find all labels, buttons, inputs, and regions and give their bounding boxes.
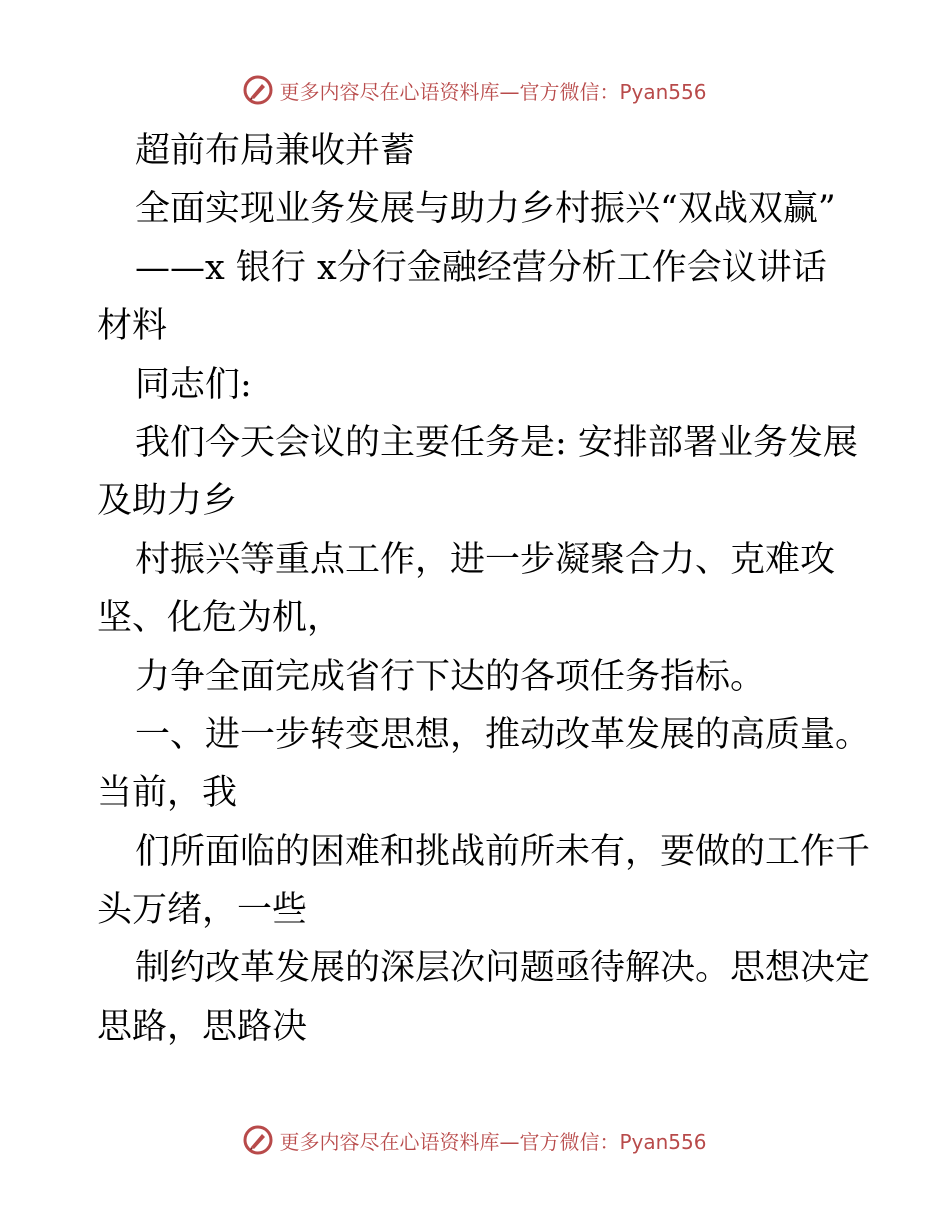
banner-text: 更多内容尽在心语资料库—官方微信：Pyan556 bbox=[279, 1129, 707, 1154]
doc-line: 同志们: bbox=[135, 364, 252, 405]
doc-line: 及助力乡 bbox=[97, 481, 238, 522]
doc-line: 村振兴等重点工作，进一步凝聚合力、克难攻 bbox=[135, 539, 836, 580]
doc-line: 力争全面完成省行下达的各项任务指标。 bbox=[135, 656, 766, 697]
doc-line: 超前布局兼收并蓄 bbox=[135, 131, 416, 171]
doc-line: 思路，思路决 bbox=[97, 1006, 308, 1047]
doc-line: 当前，我 bbox=[97, 773, 238, 814]
doc-line: 一、进一步转变思想，推动改革发展的高质量。 bbox=[135, 714, 871, 755]
doc-line: ——x 银行 x分行金融经营分析工作会议讲话 bbox=[135, 247, 827, 288]
doc-line: 坚、化危为机， bbox=[97, 598, 343, 639]
pen-circle-logo-icon bbox=[243, 75, 273, 105]
header-banner bbox=[0, 70, 950, 110]
footer-banner bbox=[0, 1120, 950, 1160]
doc-line: 全面实现业务发展与助力乡村振兴“双战双赢” bbox=[135, 189, 836, 230]
document-body bbox=[97, 122, 871, 1056]
doc-line: 材料 bbox=[97, 306, 168, 347]
doc-line: 制约改革发展的深层次问题亟待解决。思想决定 bbox=[135, 948, 871, 989]
doc-line: 们所面临的困难和挑战前所未有，要做的工作千 bbox=[135, 831, 871, 872]
doc-line: 我们今天会议的主要任务是: 安排部署业务发展 bbox=[135, 422, 858, 463]
pen-circle-logo-icon bbox=[243, 1125, 273, 1155]
doc-line: 头万绪，一些 bbox=[97, 890, 308, 931]
banner-text: 更多内容尽在心语资料库—官方微信：Pyan556 bbox=[279, 79, 707, 104]
